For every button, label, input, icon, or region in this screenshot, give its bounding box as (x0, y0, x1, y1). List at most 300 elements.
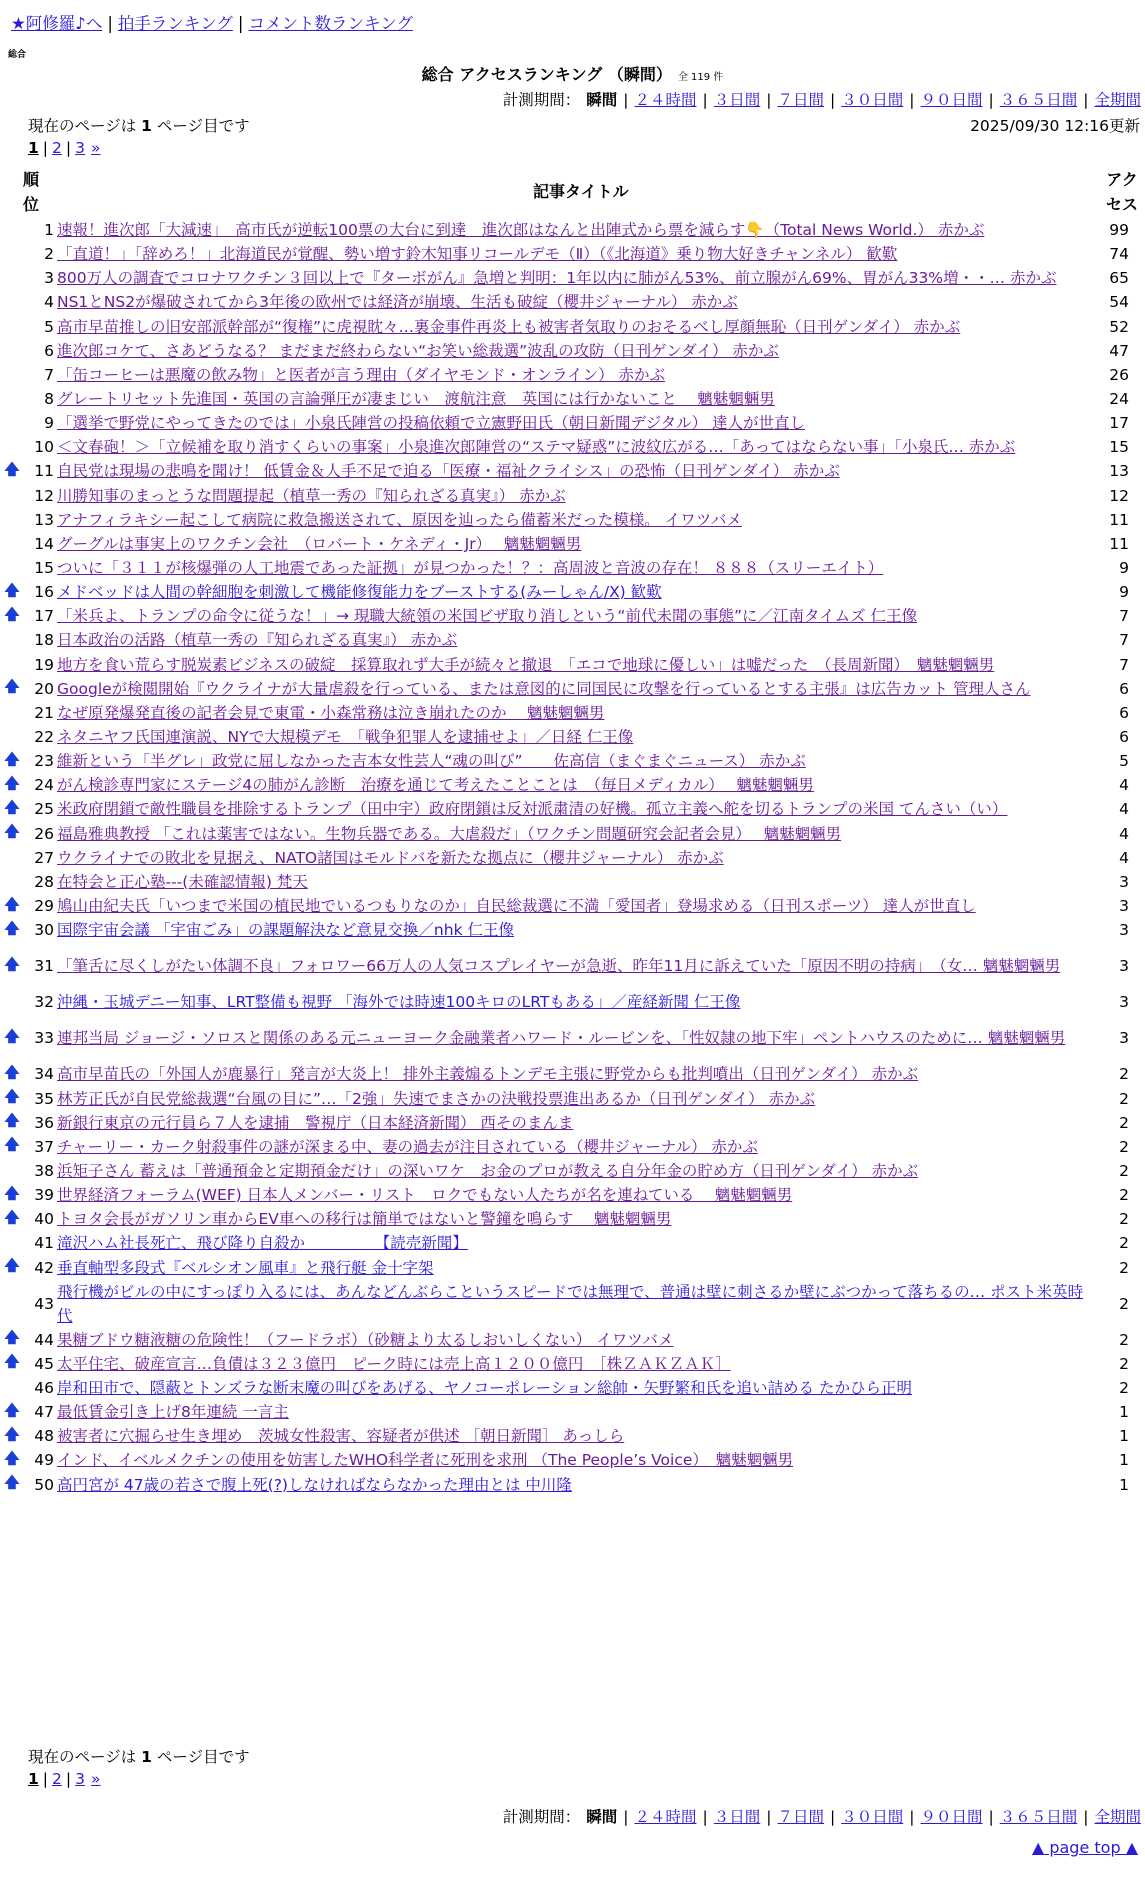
article-link[interactable]: なぜ原発爆発直後の記者会見で東電・小森常務は泣き崩れたのか 魑魅魍魎男 (57, 703, 605, 722)
access-count: 4 (1119, 776, 1129, 795)
table-row (0, 749, 1145, 773)
table-row (0, 1424, 1145, 1448)
title-header: 記事タイトル (533, 182, 629, 201)
article-link[interactable]: 最低賃金引き上げ8年連続 一言主 (57, 1403, 289, 1422)
arrow-up-icon: 🡅 (4, 1424, 20, 1443)
arrow-up-icon: 🡅 (4, 822, 20, 841)
period-link[interactable]: ３日間 (713, 1808, 761, 1826)
table-row (0, 484, 1145, 508)
arrow-up-icon: 🡅 (4, 1183, 20, 1202)
period-current: 瞬間 (586, 91, 618, 109)
title-cell (57, 894, 1099, 918)
access-count: 2 (1119, 1294, 1129, 1313)
access-count: 2 (1119, 1186, 1129, 1205)
title-cell (57, 1473, 1099, 1497)
title-cell (57, 1111, 1099, 1135)
access-count: 3 (1119, 872, 1129, 891)
page-info-prefix: 現在のページは (28, 1748, 137, 1766)
article-link[interactable]: 福島雅典教授 「これは薬害ではない。生物兵器である。大虐殺だ」（ワクチン問題研究会記者会見） 魑魅魍魎男 (57, 824, 842, 843)
article-link[interactable]: 「缶コーヒーは悪魔の飲み物」と医者が言う理由（ダイヤモンド・オンライン） 赤かぶ (57, 365, 666, 384)
table-row (0, 532, 1145, 556)
article-link[interactable]: 鳩山由紀夫氏「いつまで米国の植民地でいるつもりなのか」自民総裁選に不満「愛国者」登場求める（日刊スポーツ） 達人が世直し (57, 897, 976, 915)
arrow-up-icon: 🡅 (4, 1328, 20, 1347)
table-row (0, 411, 1145, 435)
table-row (0, 1472, 1145, 1496)
title-cell (57, 532, 1099, 556)
table-row (0, 942, 1145, 990)
rank-number: 31 (34, 957, 54, 976)
access-count: 2 (1119, 1330, 1129, 1349)
table-row (0, 315, 1145, 339)
table-row (0, 846, 1145, 870)
access-count: 7 (1119, 655, 1129, 674)
period-link[interactable]: ３０日間 (841, 1808, 904, 1826)
article-link[interactable]: ネタニヤフ氏国連演説、NYで大規模デモ 「戦争犯罪人を逮捕せよ」／日経 仁王像 (57, 728, 634, 747)
arrow-up-icon: 🡅 (4, 1207, 20, 1226)
rank-number: 20 (34, 679, 54, 698)
rank-number: 42 (34, 1258, 54, 1277)
rank-number: 32 (34, 993, 54, 1012)
title-cell (57, 628, 1099, 652)
rank-number: 28 (34, 872, 54, 891)
access-count: 4 (1119, 848, 1129, 867)
article-link[interactable]: 地方を食い荒らす脱炭素ビジネスの破綻 採算取れず大手が続々と撤退 「エコで地球に優しい」は嘘だった （長周新聞） 魑魅魍魎男 (57, 655, 995, 674)
title-cell (57, 218, 1099, 242)
pager-separator: | (42, 139, 49, 157)
table-row (0, 1376, 1145, 1400)
article-link[interactable]: グレートリセット先進国・英国の言論弾圧が凄まじい 渡航注意 英国には行かないこと 魑魅魍魎男 (57, 390, 775, 409)
article-link[interactable]: グーグルは事実上のワクチン会社 （ロバート・ケネディ・Jr） 魑魅魍魎男 (57, 534, 582, 553)
period-separator: | (1083, 1808, 1089, 1826)
table-row (0, 1111, 1145, 1135)
rank-number: 44 (34, 1330, 54, 1349)
rank-number: 2 (44, 245, 54, 264)
article-link[interactable]: 日本政治の活路（植草一秀の『知られざる真実』） 赤かぶ (57, 631, 458, 650)
pager-link[interactable]: 2 (52, 139, 62, 157)
table-row (0, 797, 1145, 821)
article-link[interactable]: 連邦当局 ジョージ・ソロスと関係のある元ニューヨーク金融業者ハワード・ルービンを、「性奴隷の地下牢」ペントハウスのために… 魑魅魍魎男 (57, 1029, 1066, 1048)
pager-next-link[interactable]: » (91, 1770, 101, 1788)
access-count: 2 (1119, 1089, 1129, 1108)
applause-ranking-link[interactable]: 拍手ランキング (117, 14, 233, 33)
pager-link[interactable]: 3 (75, 1770, 86, 1788)
rank-number: 43 (34, 1294, 54, 1313)
rank-number: 1 (44, 221, 54, 240)
period-link[interactable]: ７日間 (777, 1808, 824, 1826)
title-cell (57, 653, 1099, 677)
table-row (0, 990, 1145, 1014)
title-cell (57, 1087, 1099, 1111)
table-row (0, 459, 1145, 483)
access-count: 2 (1119, 1137, 1129, 1156)
period-link[interactable]: ７日間 (777, 91, 824, 109)
title-cell (57, 1352, 1099, 1376)
rank-number: 39 (34, 1186, 54, 1205)
period-selector-top (503, 88, 1141, 110)
period-link[interactable]: 全期間 (1094, 91, 1141, 109)
access-count: 3 (1119, 957, 1129, 976)
title-cell (57, 604, 1099, 628)
period-label: 計測期間： (502, 91, 581, 109)
article-link[interactable]: 「筆舌に尽くしがたい体調不良」フォロワー66万人の人気コスプレイヤーが急逝、昨年11月に訴えていた「原因不明の持病」 （女… 魑魅魍魎男 (57, 957, 1061, 976)
access-count: 2 (1119, 1234, 1129, 1253)
article-link[interactable]: 果糖ブドウ糖液糖の危険性！（フードラボ）（砂糖より太るしおいしくない） イワツバメ (57, 1330, 674, 1349)
rank-number: 35 (34, 1089, 54, 1108)
article-link[interactable]: 川勝知事のまっとうな問題提起（植草一秀の『知られざる真実』） 赤かぶ (57, 486, 566, 505)
title-cell (57, 1424, 1099, 1448)
ranking-table (0, 218, 1145, 1497)
access-count: 1 (1119, 1475, 1129, 1494)
rank-number: 37 (34, 1137, 54, 1156)
period-link[interactable]: ３６５日間 (999, 91, 1078, 109)
article-link[interactable]: インド、イベルメクチンの使用を妨害したWHO科学者に死刑を求刑 （The People’s Voice） 魑魅魍魎男 (57, 1451, 794, 1470)
table-row (0, 218, 1145, 242)
rank-header-text: 順位 (22, 170, 39, 214)
arrow-up-icon: 🡅 (4, 1448, 20, 1467)
table-row (0, 1087, 1145, 1111)
access-count: 3 (1119, 921, 1129, 940)
article-link[interactable]: 垂直軸型多段式『ベルシオン風車』と飛行艇 金十字架 (57, 1258, 434, 1277)
article-link[interactable]: 在特会と正心塾---(未確認情報) 梵天 (57, 872, 308, 891)
table-row (0, 1255, 1145, 1279)
access-count: 24 (1109, 390, 1129, 409)
arrow-up-icon: 🡅 (4, 1062, 20, 1081)
article-link[interactable]: 高市早苗氏の「外国人が鹿暴行」発言が大炎上！ 排外主義煽るトンデモ主張に野党からも批判噴出（日刊ゲンダイ） 赤かぶ (57, 1065, 919, 1084)
rank-number: 15 (34, 559, 54, 578)
title-cell (57, 1183, 1099, 1207)
table-row (0, 339, 1145, 363)
table-row (0, 822, 1145, 846)
article-link[interactable]: 高円宮が 47歳の若さで腹上死(?)しなければならなかった理由とは 中川隆 (57, 1475, 572, 1494)
article-link[interactable]: 速報！進次郎「大減速」 高市氏が逆転100票の大台に到達 進次郎はなんと出陣式から票を減らす👇（Total News World.） 赤かぶ (57, 221, 985, 240)
title-cell (57, 773, 1099, 797)
article-link[interactable]: 「選挙で野党にやってきたのでは」小泉氏陣営の投稿依頼で立憲野田氏（朝日新聞デジタル） 達人が世直し (57, 414, 806, 433)
access-count: 6 (1119, 728, 1129, 747)
access-count: 6 (1119, 703, 1129, 722)
article-link[interactable]: トヨタ会長がガソリン車からEV車への移行は簡単ではないと警鐘を鳴らす 魑魅魍魎男 (57, 1210, 672, 1229)
article-link[interactable]: がん検診専門家にステージ4の肺がん診断 治療を通じて考えたことことは （毎日メディカル） 魑魅魍魎男 (57, 776, 814, 795)
pager-link[interactable]: 2 (52, 1770, 62, 1788)
access-count: 3 (1119, 897, 1129, 915)
period-separator: | (988, 1808, 994, 1826)
arrow-up-icon: 🡅 (4, 1352, 20, 1371)
table-row (0, 604, 1145, 628)
pager-separator: | (65, 139, 72, 157)
nav-separator: | (237, 14, 244, 33)
article-link[interactable]: 「米兵よ、トランプの命令に従うな！」→ 現職大統領の米国ビザ取り消しという“前代未聞の事態”に／江南タイムズ 仁王像 (57, 607, 918, 626)
period-separator: | (988, 91, 994, 109)
title-cell (57, 1400, 1099, 1424)
access-count: 3 (1119, 1029, 1129, 1048)
access-count: 11 (1109, 510, 1129, 529)
access-count: 11 (1109, 534, 1129, 553)
article-link[interactable]: 米政府閉鎖で敵性職員を排除するトランプ（田中宇）政府閉鎖は反対派粛清の好機。孤立主義へ舵を切るトランプの米国 てんさい（い） (57, 800, 1008, 819)
title-cell (57, 870, 1099, 894)
page-info-top (28, 114, 250, 136)
arrow-up-icon: 🡅 (4, 459, 20, 478)
rank-number: 41 (34, 1234, 54, 1253)
access-count: 47 (1109, 341, 1129, 360)
article-link[interactable]: ＜文春砲！＞「立候補を取り消すくらいの事案」小泉進次郎陣営の“ステマ疑惑”に波紋広がる…「あってはならない事」「小泉氏… 赤かぶ (57, 438, 1016, 457)
rank-number: 33 (34, 1029, 54, 1048)
period-link[interactable]: ３０日間 (841, 91, 904, 109)
table-row (0, 1062, 1145, 1086)
table-row (0, 773, 1145, 797)
rank-number: 10 (34, 438, 54, 457)
table-row (0, 508, 1145, 532)
table-row (0, 1231, 1145, 1255)
period-separator: | (702, 91, 708, 109)
period-link[interactable]: ９０日間 (920, 1808, 983, 1826)
period-separator: | (623, 1808, 629, 1826)
arrow-up-icon: 🡅 (4, 677, 20, 696)
title-cell (57, 822, 1099, 846)
title-cell (57, 677, 1099, 701)
rank-number: 6 (44, 341, 54, 360)
rank-number: 23 (34, 752, 54, 771)
rank-number: 18 (34, 631, 54, 650)
article-link[interactable]: ウクライナでの敗北を見据え、NATO諸国はモルドバを新たな拠点に（櫻井ジャーナル） 赤かぶ (57, 848, 724, 867)
rank-number: 9 (44, 414, 54, 433)
rank-number: 5 (44, 317, 54, 336)
article-link[interactable]: 滝沢ハム社長死亡、飛び降り自殺か 【読売新聞】 (57, 1234, 468, 1253)
article-link[interactable]: 浜矩子さん 蓄えは「普通預金と定期預金だけ」の深いワケ お金のプロが教える自分年金の貯め方（日刊ゲンダイ） 赤かぶ (57, 1161, 919, 1180)
article-link[interactable]: 高市早苗推しの旧安部派幹部が“復権”に虎視眈々…裏金事件再炎上も被害者気取りのおそるべし厚顔無恥（日刊ゲンダイ） 赤かぶ (57, 317, 961, 336)
table-row (0, 870, 1145, 894)
article-link[interactable]: 沖縄・玉城デニー知事、LRT整備も視野 「海外では時速100キロのLRTもある」／産経新聞 仁王像 (57, 993, 741, 1012)
article-link[interactable]: メドベッドは人間の幹細胞を刺激して機能修復能力をブーストする(みーしゃん/X) 歓歎 (57, 583, 662, 602)
page-info-suffix: ページ目です (156, 117, 250, 135)
arrow-up-icon: 🡅 (4, 1087, 20, 1106)
nav-separator: | (107, 14, 113, 33)
article-link[interactable]: 新銀行東京の元行員ら７人を逮捕 警視庁（日本経済新聞） 西そのまんま (57, 1113, 574, 1132)
rank-number: 38 (34, 1161, 54, 1180)
period-separator: | (830, 1808, 836, 1826)
access-count: 4 (1119, 800, 1129, 819)
title-cell (57, 797, 1099, 821)
rank-number: 29 (34, 897, 54, 915)
rank-number: 8 (44, 390, 54, 409)
pager-next-link[interactable]: » (91, 139, 101, 157)
period-link[interactable]: ２４時間 (634, 91, 697, 109)
title-cell (57, 315, 1099, 339)
article-link[interactable]: 進次郎コケて、さあどうなる？ まだまだ終わらない“お笑い総裁選”波乱の攻防（日刊ゲンダイ） 赤かぶ (57, 341, 779, 360)
arrow-up-icon: 🡅 (4, 773, 20, 792)
arrow-up-icon: 🡅 (4, 1135, 20, 1154)
title-cell (57, 1256, 1099, 1280)
article-link[interactable]: 岸和田市で、隠蔽とトンズラな断末魔の叫びをあげる、ヤノコーポレーション総帥・矢野繁和氏を追い詰める たかひら正明 (57, 1378, 912, 1397)
rank-number: 24 (34, 776, 54, 795)
article-link[interactable]: 維新という「半グレ」政党に屈しなかった吉本女性芸人“魂の叫び” 佐高信（まぐまぐニュース） 赤かぶ (57, 752, 806, 771)
rank-number: 3 (44, 269, 54, 288)
period-link[interactable]: 全期間 (1094, 1808, 1141, 1826)
arrow-up-icon: 🡅 (4, 894, 20, 913)
access-count: 1 (1119, 1403, 1129, 1422)
title-cell (57, 339, 1099, 363)
article-link[interactable]: 国際宇宙会議 「宇宙ごみ」の課題解決など意見交換／nhk 仁王像 (57, 921, 514, 940)
table-row (0, 1352, 1145, 1376)
article-link[interactable]: 800万人の調査でコロナワクチン３回以上で『ターボがん』急増と判明：1年以内に肺がん53%、前立腺がん69%、胃がん33%増・・… 赤かぶ (57, 269, 1057, 288)
rank-number: 45 (34, 1354, 54, 1373)
pager-bottom (28, 1770, 101, 1788)
period-separator: | (909, 1808, 915, 1826)
table-row (0, 1159, 1145, 1183)
rank-number: 36 (34, 1113, 54, 1132)
period-link[interactable]: ２４時間 (634, 1808, 697, 1826)
comment-ranking-link[interactable]: コメント数ランキング (248, 14, 413, 33)
access-count: 2 (1119, 1354, 1129, 1373)
article-link[interactable]: 被害者に穴掘らせ生き埋め 茨城女性殺害、容疑者が供述 ［朝日新聞］ あっしら (57, 1427, 625, 1446)
table-row (0, 1135, 1145, 1159)
rank-number: 50 (34, 1475, 54, 1494)
title-cell (57, 1159, 1099, 1183)
title-cell (57, 290, 1099, 314)
arrow-up-icon: 🡅 (4, 1400, 20, 1419)
title-cell (57, 954, 1099, 978)
period-link[interactable]: ３６５日間 (999, 1808, 1078, 1826)
arrow-up-icon: 🡅 (4, 749, 20, 768)
arrow-up-icon: 🡅 (4, 1111, 20, 1130)
table-row (0, 1280, 1145, 1328)
access-count: 15 (1109, 438, 1129, 457)
article-link[interactable]: 世界経済フォーラム(WEF) 日本人メンバー・リスト ロクでもない人たちが名を連ねている 魑魅魍魎男 (57, 1186, 793, 1205)
access-count: 13 (1109, 462, 1129, 481)
pager-link[interactable]: 3 (75, 139, 86, 157)
page-info-bottom (28, 1745, 250, 1767)
article-link[interactable]: 飛行機がビルの中にすっぽり入るには、あんなどんぶらこというスピードでは無理で、普通は壁に刺さるか壁にぶつかって落ちるの… ポスト米英時代 (57, 1282, 1084, 1325)
period-link[interactable]: ９０日間 (920, 91, 983, 109)
article-link[interactable]: 林芳正氏が自民党総裁選“台風の目に”…「2強」失速でまさかの決戦投票進出あるか（日刊ゲンダイ） 赤かぶ (57, 1089, 816, 1108)
period-separator: | (909, 91, 915, 109)
period-separator: | (1083, 91, 1089, 109)
rank-number: 4 (44, 293, 54, 312)
page-info-number: 1 (141, 117, 152, 135)
table-row (0, 1448, 1145, 1472)
table-row (0, 363, 1145, 387)
arrow-up-icon: 🡅 (4, 580, 20, 599)
rank-number: 22 (34, 728, 54, 747)
pager-top (28, 139, 101, 157)
rank-number: 16 (34, 583, 54, 602)
title-cell (57, 1135, 1099, 1159)
page-top-wrap (1032, 1838, 1138, 1857)
access-count: 74 (1109, 245, 1129, 264)
pager-current: 1 (28, 1770, 39, 1788)
access-count: 17 (1109, 414, 1129, 433)
access-count: 54 (1109, 293, 1129, 312)
title-cell (57, 1231, 1099, 1255)
title-cell (57, 918, 1099, 942)
access-count: 5 (1119, 752, 1129, 771)
table-row (0, 1183, 1145, 1207)
period-separator: | (766, 91, 772, 109)
table-row (0, 435, 1145, 459)
table-row (0, 918, 1145, 942)
rank-header (16, 167, 46, 217)
access-count: 1 (1119, 1427, 1129, 1446)
home-link[interactable]: ★阿修羅♪へ (11, 14, 103, 33)
table-row (0, 242, 1145, 266)
title-cell (57, 242, 1099, 266)
access-count: 9 (1119, 583, 1129, 602)
arrow-up-icon: 🡅 (4, 797, 20, 816)
access-count: 2 (1119, 1161, 1129, 1180)
article-link[interactable]: 太平住宅、破産宣言…負債は３２３億円 ピーク時には売上高１２００億円 ［株ＺＡＫＺＡＫ］ (57, 1354, 731, 1373)
page-top-link[interactable]: ▲ page top ▲ (1031, 1838, 1138, 1857)
table-row (0, 894, 1145, 918)
rank-number: 11 (34, 462, 54, 481)
title-cell (57, 387, 1099, 411)
article-link[interactable]: 「直道！」「辞めろ！」北海道民が覚醒、勢い増す鈴木知事リコールデモ（Ⅱ）（《北海道》乗り物大好きチャンネル） 歓歎 (57, 245, 898, 264)
rank-number: 14 (34, 534, 54, 553)
rank-number: 25 (34, 800, 54, 819)
title-cell (57, 556, 1099, 580)
article-link[interactable]: アナフィラキシー起こして病院に救急搬送されて、原因を辿ったら備蓄米だった模様。 イワツバメ (57, 510, 742, 529)
period-link[interactable]: ３日間 (713, 91, 761, 109)
arrow-up-icon: 🡅 (4, 1473, 20, 1492)
period-current: 瞬間 (586, 1808, 618, 1826)
access-count: 52 (1109, 317, 1129, 336)
title-cell (57, 1207, 1099, 1231)
rank-number: 17 (34, 607, 54, 626)
rank-number: 7 (44, 365, 54, 384)
arrow-up-icon: 🡅 (4, 604, 20, 623)
rank-number: 13 (34, 510, 54, 529)
title-cell (57, 580, 1099, 604)
access-count: 9 (1119, 559, 1129, 578)
table-row (0, 701, 1145, 725)
access-count: 12 (1109, 486, 1129, 505)
title-cell (57, 508, 1099, 532)
access-header-text: アクセス (1105, 170, 1138, 214)
period-label: 計測期間： (502, 1808, 581, 1826)
article-link[interactable]: ついに「３１１が核爆弾の人工地震であった証拠」が見つかった！？：高周波と音波の存在！ ８８８（スリーエイト） (57, 559, 884, 578)
access-count: 1 (1119, 1451, 1129, 1470)
title-cell (57, 749, 1099, 773)
table-row (0, 290, 1145, 314)
pager-current: 1 (28, 139, 39, 157)
rank-number: 46 (34, 1378, 54, 1397)
arrow-up-icon: 🡅 (4, 918, 20, 937)
updated-timestamp: 2025/09/30 12:16更新 (970, 117, 1140, 135)
rank-number: 49 (34, 1451, 54, 1470)
title-cell (57, 411, 1099, 435)
title-cell (57, 1280, 1099, 1328)
rank-number: 40 (34, 1210, 54, 1229)
article-link[interactable]: Googleが検閲開始『ウクライナが大量虐殺を行っている、または意図的に同国民に攻撃を行っているとする主張』は広告カット 管理人さん (57, 679, 1031, 698)
total-count: 全 119 件 (677, 72, 724, 83)
table-row (0, 1400, 1145, 1424)
title-cell (57, 363, 1099, 387)
table-row (0, 653, 1145, 677)
article-link[interactable]: チャーリー・カーク射殺事件の謎が深まる中、妻の過去が注目されている（櫻井ジャーナル） 赤かぶ (57, 1137, 758, 1156)
access-count: 4 (1119, 824, 1129, 843)
title-cell (57, 1026, 1099, 1050)
access-count: 26 (1109, 365, 1129, 384)
access-count: 2 (1119, 1258, 1129, 1277)
article-link[interactable]: 自民党は現場の悲鳴を聞け！ 低賃金＆人手不足で迫る「医療・福祉クライシス」の恐怖（日刊ゲンダイ） 赤かぶ (57, 462, 840, 481)
period-separator: | (830, 91, 836, 109)
table-row (0, 1328, 1145, 1352)
rank-number: 34 (34, 1065, 54, 1084)
access-count: 2 (1119, 1210, 1129, 1229)
table-row (0, 677, 1145, 701)
article-link[interactable]: NS1とNS2が爆破されてから3年後の欧州では経済が崩壊、生活も破綻（櫻井ジャーナル） 赤かぶ (57, 293, 738, 312)
page-info-prefix: 現在のページは (28, 117, 137, 135)
rank-number: 30 (34, 921, 54, 940)
title-cell (57, 1062, 1099, 1086)
period-separator: | (623, 91, 629, 109)
